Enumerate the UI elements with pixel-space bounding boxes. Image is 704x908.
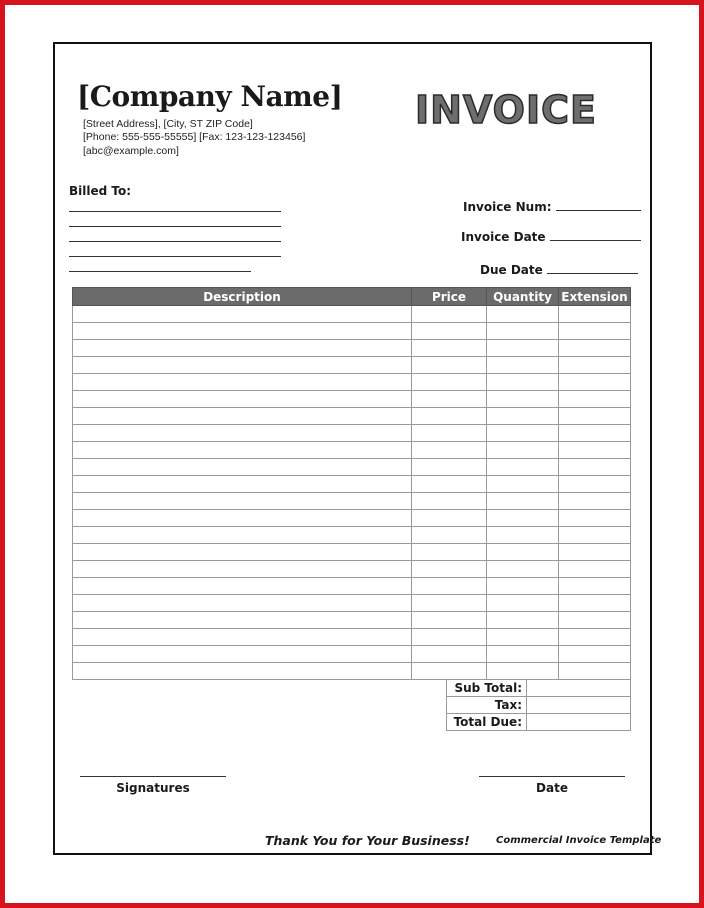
cell-price[interactable] (412, 578, 487, 595)
cell-quantity[interactable] (487, 459, 559, 476)
company-name: [Company Name] (77, 80, 343, 113)
cell-description[interactable] (73, 459, 412, 476)
cell-extension[interactable] (559, 493, 631, 510)
cell-extension[interactable] (559, 323, 631, 340)
table-row (73, 340, 631, 357)
cell-quantity[interactable] (487, 663, 559, 680)
cell-quantity[interactable] (487, 561, 559, 578)
tax-value-cell[interactable] (527, 697, 631, 714)
cell-price[interactable] (412, 561, 487, 578)
cell-extension[interactable] (559, 357, 631, 374)
cell-description[interactable] (73, 663, 412, 680)
cell-extension[interactable] (559, 629, 631, 646)
cell-quantity[interactable] (487, 595, 559, 612)
invoice-date-blank[interactable] (550, 229, 641, 241)
cell-description[interactable] (73, 629, 412, 646)
template-name: Commercial Invoice Template (496, 835, 662, 846)
line-items-table (72, 287, 631, 680)
cell-price[interactable] (412, 612, 487, 629)
cell-quantity[interactable] (487, 408, 559, 425)
due-date-label: Due Date (480, 263, 543, 277)
cell-price[interactable] (412, 408, 487, 425)
signatures-label: Signatures (116, 781, 190, 795)
column-header-quantity: Quantity (487, 288, 559, 306)
cell-description[interactable] (73, 595, 412, 612)
cell-extension[interactable] (559, 391, 631, 408)
total-due-row (447, 714, 631, 731)
table-row (73, 391, 631, 408)
tax-label: Tax: (447, 697, 527, 714)
total-due-value-cell[interactable] (527, 714, 631, 731)
cell-quantity[interactable] (487, 578, 559, 595)
cell-description[interactable] (73, 442, 412, 459)
cell-description[interactable] (73, 527, 412, 544)
cell-extension[interactable] (559, 612, 631, 629)
cell-price[interactable] (412, 442, 487, 459)
cell-description[interactable] (73, 544, 412, 561)
cell-quantity[interactable] (487, 442, 559, 459)
cell-description[interactable] (73, 493, 412, 510)
cell-description[interactable] (73, 323, 412, 340)
sub-total-label: Sub Total: (447, 680, 527, 697)
table-header-row (73, 288, 631, 306)
cell-quantity[interactable] (487, 493, 559, 510)
cell-price[interactable] (412, 646, 487, 663)
cell-extension[interactable] (559, 476, 631, 493)
cell-description[interactable] (73, 408, 412, 425)
cell-extension[interactable] (559, 544, 631, 561)
cell-extension[interactable] (559, 510, 631, 527)
invoice-date-field (461, 229, 641, 244)
cell-quantity[interactable] (487, 646, 559, 663)
invoice-num-label: Invoice Num: (463, 200, 552, 214)
column-header-description: Description (73, 288, 412, 306)
table-row (73, 306, 631, 323)
cell-extension[interactable] (559, 306, 631, 323)
due-date-field (480, 262, 638, 277)
cell-quantity[interactable] (487, 374, 559, 391)
cell-price[interactable] (412, 510, 487, 527)
table-row (73, 357, 631, 374)
cell-price[interactable] (412, 306, 487, 323)
billed-to-line-4[interactable] (69, 256, 281, 257)
cell-description[interactable] (73, 306, 412, 323)
table-row (73, 561, 631, 578)
table-row (73, 612, 631, 629)
cell-quantity[interactable] (487, 612, 559, 629)
cell-extension[interactable] (559, 578, 631, 595)
table-row (73, 323, 631, 340)
cell-description[interactable] (73, 510, 412, 527)
cell-description[interactable] (73, 646, 412, 663)
totals-table (446, 679, 631, 731)
cell-description[interactable] (73, 391, 412, 408)
table-row (73, 493, 631, 510)
invoice-num-blank[interactable] (556, 199, 641, 211)
cell-extension[interactable] (559, 527, 631, 544)
cell-description[interactable] (73, 612, 412, 629)
cell-quantity[interactable] (487, 544, 559, 561)
table-row (73, 544, 631, 561)
sub-total-value-cell[interactable] (527, 680, 631, 697)
cell-quantity[interactable] (487, 391, 559, 408)
cell-extension[interactable] (559, 646, 631, 663)
cell-extension[interactable] (559, 442, 631, 459)
cell-quantity[interactable] (487, 476, 559, 493)
cell-description[interactable] (73, 374, 412, 391)
cell-price[interactable] (412, 493, 487, 510)
cell-price[interactable] (412, 527, 487, 544)
cell-quantity[interactable] (487, 306, 559, 323)
cell-extension[interactable] (559, 595, 631, 612)
cell-price[interactable] (412, 340, 487, 357)
cell-quantity[interactable] (487, 629, 559, 646)
cell-description[interactable] (73, 561, 412, 578)
cell-extension[interactable] (559, 561, 631, 578)
cell-description[interactable] (73, 425, 412, 442)
cell-description[interactable] (73, 357, 412, 374)
cell-extension[interactable] (559, 425, 631, 442)
cell-quantity[interactable] (487, 510, 559, 527)
cell-description[interactable] (73, 340, 412, 357)
cell-quantity[interactable] (487, 527, 559, 544)
table-row (73, 578, 631, 595)
billed-to-line-1[interactable] (69, 211, 281, 212)
total-due-label: Total Due: (447, 714, 527, 731)
company-phone-fax: [Phone: 555-555-55555] [Fax: 123-123-123456] (83, 131, 306, 143)
cell-price[interactable] (412, 323, 487, 340)
column-header-extension: Extension (559, 288, 631, 306)
billed-to-line-3[interactable] (69, 241, 281, 242)
cell-extension[interactable] (559, 374, 631, 391)
cell-extension[interactable] (559, 340, 631, 357)
cell-quantity[interactable] (487, 357, 559, 374)
cell-quantity[interactable] (487, 425, 559, 442)
table-row (73, 510, 631, 527)
cell-extension[interactable] (559, 459, 631, 476)
invoice-date-label: Invoice Date (461, 230, 546, 244)
tax-row (447, 697, 631, 714)
cell-description[interactable] (73, 578, 412, 595)
table-row (73, 459, 631, 476)
table-row (73, 425, 631, 442)
cell-extension[interactable] (559, 663, 631, 680)
table-row (73, 408, 631, 425)
sub-total-row (447, 680, 631, 697)
cell-price[interactable] (412, 595, 487, 612)
table-row (73, 595, 631, 612)
signature-line[interactable] (80, 776, 226, 777)
billed-to-label: Billed To: (69, 184, 132, 198)
cell-price[interactable] (412, 629, 487, 646)
table-row (73, 442, 631, 459)
invoice-num-field (463, 199, 641, 214)
due-date-blank[interactable] (547, 262, 638, 274)
table-row (73, 663, 631, 680)
cell-extension[interactable] (559, 408, 631, 425)
table-row (73, 374, 631, 391)
company-address: [Street Address], [City, ST ZIP Code] (83, 118, 253, 130)
billed-to-line-2[interactable] (69, 226, 281, 227)
cell-description[interactable] (73, 476, 412, 493)
cell-price[interactable] (412, 459, 487, 476)
table-row (73, 629, 631, 646)
column-header-price: Price (412, 288, 487, 306)
line-items-body (73, 306, 631, 680)
date-line[interactable] (479, 776, 625, 777)
cell-quantity[interactable] (487, 340, 559, 357)
date-label: Date (536, 781, 568, 795)
invoice-title: INVOICE (415, 88, 597, 132)
cell-price[interactable] (412, 544, 487, 561)
table-row (73, 527, 631, 544)
cell-quantity[interactable] (487, 323, 559, 340)
cell-price[interactable] (412, 425, 487, 442)
cell-price[interactable] (412, 391, 487, 408)
cell-price[interactable] (412, 476, 487, 493)
table-row (73, 646, 631, 663)
cell-price[interactable] (412, 663, 487, 680)
company-email: [abc@example.com] (83, 145, 179, 157)
table-row (73, 476, 631, 493)
billed-to-line-5[interactable] (69, 271, 251, 272)
thank-you-message: Thank You for Your Business! (265, 833, 470, 848)
cell-price[interactable] (412, 357, 487, 374)
cell-price[interactable] (412, 374, 487, 391)
